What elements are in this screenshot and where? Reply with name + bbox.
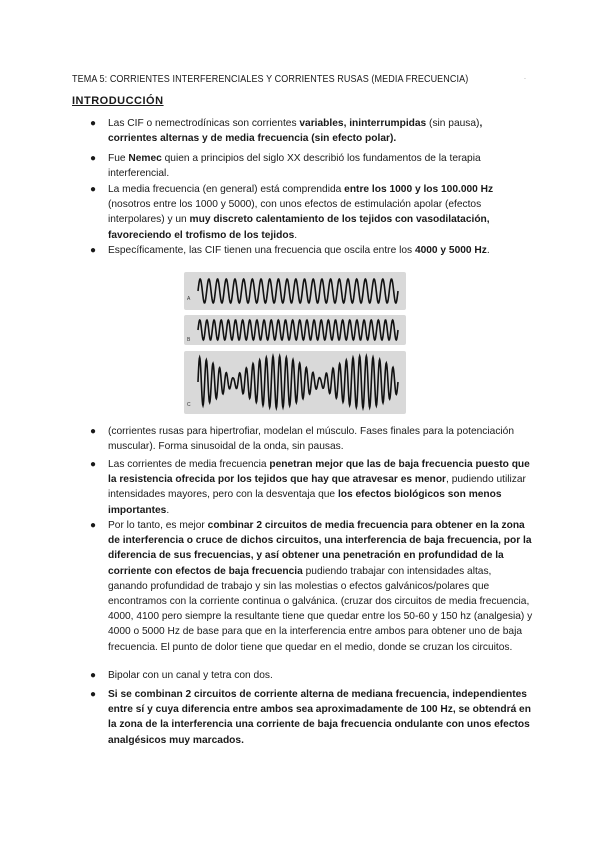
bullet-text-segment: 4000 y 5000 Hz	[414, 245, 487, 256]
bullet-dot: ●	[90, 118, 97, 129]
bullet-dot: ●	[90, 245, 97, 256]
bullet-dot: ●	[90, 426, 97, 437]
bullet-text-segment: variables, ininterrumpidas	[299, 118, 427, 129]
panel-b-label: B	[187, 337, 191, 343]
bullet-text	[108, 424, 533, 454]
section-heading: INTRODUCCIÓN	[72, 95, 164, 107]
waveform-svg	[184, 272, 406, 414]
bullet-text	[108, 668, 533, 683]
bullet-dot: ●	[90, 459, 97, 470]
bullet-text	[108, 687, 533, 748]
bullet-text-segment: penetran mejor que las de baja frecuencia puesto que la resistencia ofrecida por los tejidos que hay que atravesar es menor	[108, 459, 530, 486]
bullet-text	[108, 243, 533, 258]
bullet-text-segment: Específicamente, las CIF tienen una frecuencia que oscila entre los	[108, 245, 415, 256]
bullet-text-segment: (corrientes rusas para hipertrofiar, modelan el músculo. Fases finales para la potenciación muscular). Forma sinusoidal de la onda, sin pausas.	[108, 426, 515, 453]
bullet-text-segment: Fue	[108, 153, 129, 164]
bullet-text-segment: (sin pausa)	[426, 118, 480, 129]
bullet-text-segment: (nosotros entre los 1000 y 5000), con unos efectos de estimulación apolar (efectos interpolares) y un	[108, 199, 482, 226]
bullet-text-segment: .	[294, 229, 298, 241]
bullet-text-segment: Nemec	[128, 153, 162, 164]
bullet-text-segment: Por lo tanto, es mejor	[108, 520, 208, 531]
bullet-text-segment: .	[166, 504, 170, 516]
corner-mark: .	[524, 74, 526, 81]
bullet-text-segment: La media frecuencia (en general) está comprendida	[108, 184, 345, 195]
bullet-text-segment: Las CIF o nemectrodínicas son corrientes	[108, 118, 300, 129]
bullet-dot: ●	[90, 670, 97, 681]
bullet-dot: ●	[90, 184, 97, 195]
bullet-text	[108, 457, 533, 518]
bullet-text-segment: los efectos biológicos son menos importantes	[108, 489, 502, 516]
bullet-text-segment: quien a principios del siglo XX describió los fundamentos de la terapia interferencial.	[108, 153, 481, 180]
bullet-text	[108, 182, 533, 243]
waveform-figure	[184, 272, 406, 414]
panel-c-label: C	[187, 402, 191, 408]
bullet-text-segment: pudiendo trabajar con intensidades altas, ganando profundidad de trabajo y sin las molestias o efectos galvánicos/polares que encontramos con la corriente continua o galvánica. (cruzar dos circuitos de media frecuencia, 4000, 4100 pero siempre la resultante tiene que quedar entre los 50-60 y 150 hz (analgesia) y 4000 o 5000 Hz de base para que en la interferencia entre ambos para obtener uno de baja frecuencia. El punto de dolor tiene que quedar en el medio, donde se cruzan los circuitos.	[108, 565, 533, 653]
bullet-text-segment: combinar 2 circuitos de media frecuencia para obtener en la zona de interferencia o cruce de dichos circuitos, una interferencia de baja frecuencia, por la diferencia de sus frecuencias, y así obtener una penetración en profundidad de la corriente con efectos de baja frecuencia	[108, 520, 532, 577]
bullet-text-segment: Bipolar con un canal y tetra con dos.	[108, 670, 273, 681]
bullet-text-segment: .	[486, 245, 490, 256]
document-title: TEMA 5: CORRIENTES INTERFERENCIALES Y CORRIENTES RUSAS (MEDIA FRECUENCIA)	[72, 73, 469, 85]
bullet-text-segment: , corrientes alternas y de media frecuencia (sin efecto polar).	[108, 118, 483, 145]
bullet-text-segment: entre los 1000 y los 100.000 Hz	[344, 184, 494, 195]
bullet-text-segment: muy discreto calentamiento de los tejidos con vasodilatación, favoreciendo el trofismo de los tejidos	[108, 214, 490, 241]
bullet-text-segment: , pudiendo utilizar intensidades mayores, pero con la desventaja que	[108, 474, 526, 501]
bullet-dot: ●	[90, 689, 97, 700]
panel-a-label: A	[187, 296, 191, 302]
bullet-dot: ●	[90, 520, 97, 531]
bullet-dot: ●	[90, 153, 97, 164]
bullet-text	[108, 116, 533, 146]
bullet-text	[108, 518, 533, 655]
bullet-text-segment: Si se combinan 2 circuitos de corriente alterna de mediana frecuencia, independientes entre sí y cuya diferencia entre ambos sea aproximadamente de 100 Hz, se obtendrá en la zona de la interferencia una corriente de baja frecuencia ondulante con unos efectos analgésicos muy marcados.	[108, 689, 531, 746]
bullet-text	[108, 151, 533, 181]
bullet-text-segment: Las corrientes de media frecuencia	[108, 459, 270, 470]
